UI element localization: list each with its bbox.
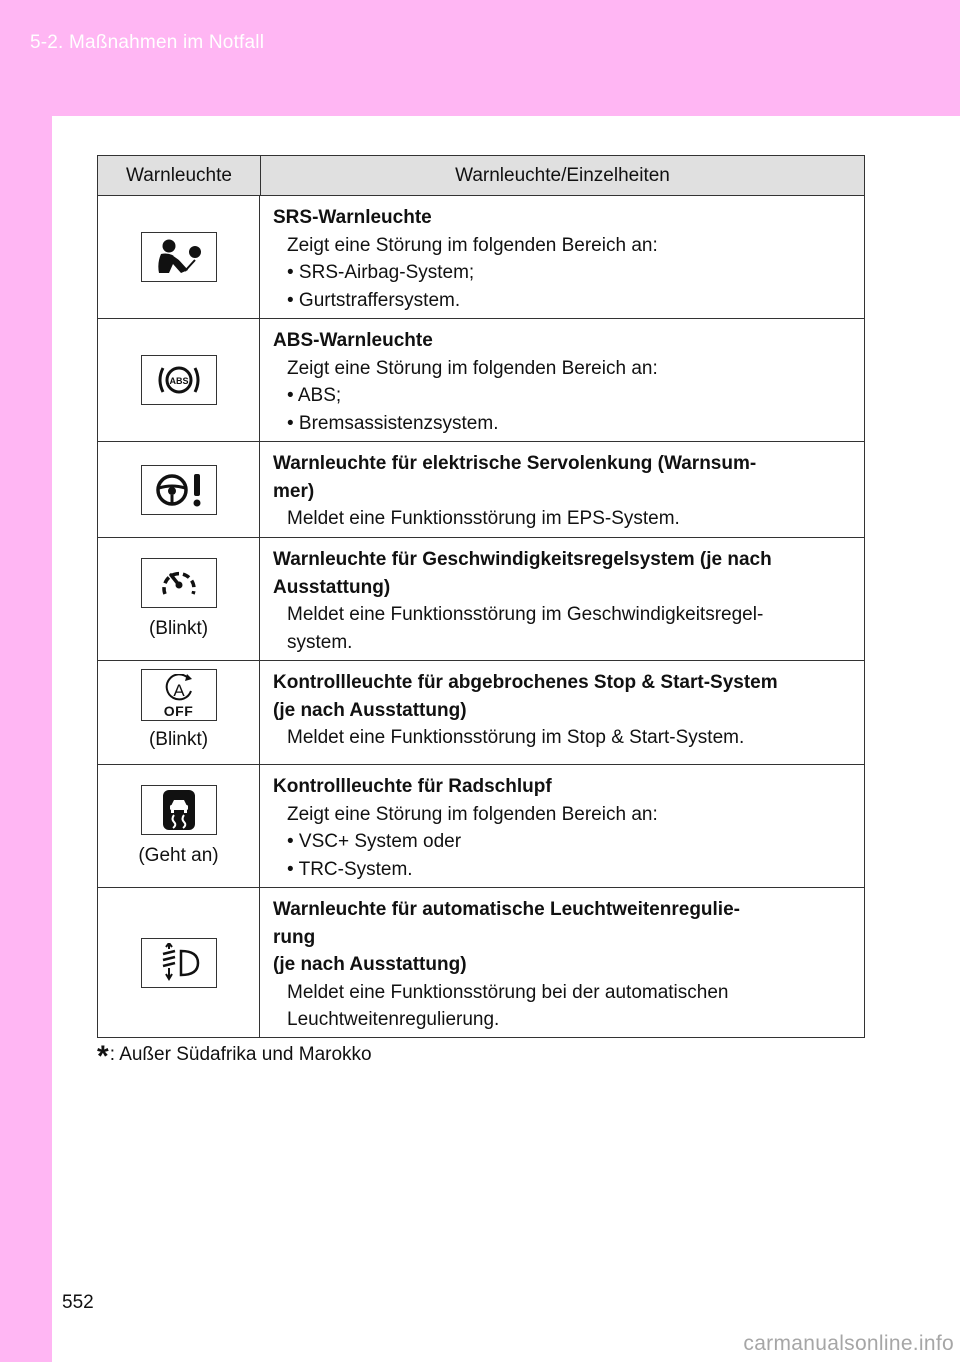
row-description-line: system. xyxy=(287,631,353,653)
row-description: Zeigt eine Störung im folgenden Bereich an: xyxy=(287,234,658,256)
table-row xyxy=(98,196,864,319)
list-item: • Gurtstraffersystem. xyxy=(287,289,461,311)
column-header-warning-light: Warnleuchte xyxy=(98,156,261,195)
list-item: • TRC-System. xyxy=(287,858,413,880)
column-header-details: Warnleuchte/Einzelheiten xyxy=(455,164,670,186)
cruise-control-icon xyxy=(141,558,217,608)
row-title: Kontrollleuchte für Radschlupf xyxy=(273,776,552,797)
row-title: SRS-Warnleuchte xyxy=(273,207,432,228)
details-cell xyxy=(260,319,864,441)
row-title-line: mer) xyxy=(273,480,315,502)
row-title-line: Warnleuchte für Geschwindigkeitsregelsystem (je nach xyxy=(273,549,772,570)
row-title-line: rung xyxy=(273,926,316,948)
icon-cell xyxy=(98,661,260,764)
icon-caption: (Geht an) xyxy=(138,845,219,866)
details-cell xyxy=(260,888,864,1037)
details-cell xyxy=(260,442,864,537)
row-title-line: Kontrollleuchte für abgebrochenes Stop & Start-System xyxy=(273,672,778,693)
table-row xyxy=(98,319,864,442)
icon-cell xyxy=(98,196,260,318)
row-title-line: (je nach Ausstattung) xyxy=(273,699,467,721)
table-row xyxy=(98,888,864,1038)
icon-caption: (Blinkt) xyxy=(148,618,209,639)
footnote-asterisk: * xyxy=(97,1040,109,1073)
svg-text:ABS: ABS xyxy=(168,376,189,386)
row-description: Meldet eine Funktionsstörung im Stop & Start-System. xyxy=(287,727,745,748)
srs-airbag-icon xyxy=(141,232,217,282)
abs-icon xyxy=(141,355,217,405)
page-header-band xyxy=(0,0,960,116)
list-item: • VSC+ System oder xyxy=(287,831,462,852)
svg-text:A: A xyxy=(172,681,185,700)
list-item: • Bremsassistenzsystem. xyxy=(287,412,499,434)
section-title: 5-2. Maßnahmen im Notfall xyxy=(30,32,265,53)
list-item: • ABS; xyxy=(287,385,342,406)
list-item: • SRS-Airbag-System; xyxy=(287,262,475,283)
row-description-line: Leuchtweitenregulierung. xyxy=(287,1009,500,1030)
slip-indicator-icon xyxy=(141,785,217,835)
icon-cell xyxy=(98,538,260,660)
headlight-leveling-icon xyxy=(141,938,217,988)
page-number: 552 xyxy=(62,1292,94,1313)
icon-cell xyxy=(98,765,260,887)
row-title-line: (je nach Ausstattung) xyxy=(273,954,467,975)
power-steering-icon xyxy=(141,465,217,515)
table-row xyxy=(98,765,864,888)
table-header xyxy=(98,156,864,196)
row-title-line: Warnleuchte für automatische Leuchtweitenregulie- xyxy=(273,899,740,920)
warning-light-table xyxy=(97,155,865,1038)
row-description-line: Meldet eine Funktionsstörung im Geschwindigkeitsregel- xyxy=(287,604,764,625)
details-cell xyxy=(260,765,864,887)
details-cell xyxy=(260,196,864,318)
icon-cell xyxy=(98,319,260,441)
row-description-line: Meldet eine Funktionsstörung bei der automatischen xyxy=(287,981,729,1003)
side-margin-strip xyxy=(0,116,52,1362)
row-title-line: Ausstattung) xyxy=(273,576,391,598)
watermark: carmanualsonline.info xyxy=(743,1332,954,1355)
row-title-line: Warnleuchte für elektrische Servolenkung (Warnsum- xyxy=(273,453,757,474)
row-title: ABS-Warnleuchte xyxy=(273,330,433,351)
details-cell xyxy=(260,538,864,660)
icon-cell xyxy=(98,442,260,537)
row-description: Zeigt eine Störung im folgenden Bereich an: xyxy=(287,803,658,825)
details-cell xyxy=(260,661,864,764)
row-description: Zeigt eine Störung im folgenden Bereich an: xyxy=(287,357,658,379)
table-row xyxy=(98,661,864,765)
table-row xyxy=(98,538,864,661)
footnote xyxy=(97,1040,372,1074)
table-row xyxy=(98,442,864,538)
stop-start-off-icon xyxy=(141,669,217,721)
icon-off-label: OFF xyxy=(163,703,194,719)
icon-caption: (Blinkt) xyxy=(148,729,209,750)
footnote-text: : Außer Südafrika und Marokko xyxy=(109,1044,372,1065)
row-description: Meldet eine Funktionsstörung im EPS-System. xyxy=(287,508,680,529)
icon-cell xyxy=(98,888,260,1037)
